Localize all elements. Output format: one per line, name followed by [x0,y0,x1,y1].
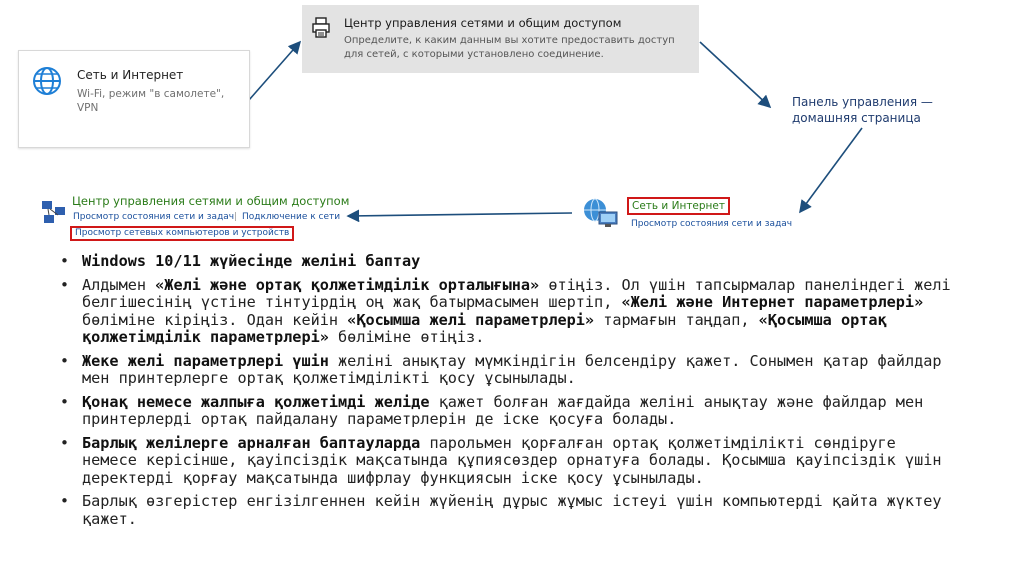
bullet-text: Барлық өзгерістер енгізілгеннен кейін жүйенің дұрыс жұмыс істеуі үшін компьютерді қайта жүктеу қажет. [82,492,942,528]
bullet-text: Алдымен [82,275,156,294]
bullet-item [58,394,958,429]
sharing-center-snippet [38,192,358,242]
globe-icon [31,65,63,97]
connect-to-network-link[interactable]: Подключение к сети [242,212,341,222]
view-status-link[interactable]: Просмотр состояния сети и задач [631,219,793,229]
network-globe-icon [581,196,621,232]
bullet-bold: Қонақ немесе жалпыға қолжетімді желіде [82,392,430,411]
bullet-text: желіні анықтау мүмкіндігін белсендіру қажет. Сонымен қатар файлдар мен принтерлерге ортақ қолжетімділікті қосу ұсынылады. [82,351,942,387]
bullet-text: тармағын таңдап, [594,310,759,329]
arrow-center-to-panel [700,42,770,107]
bullet-item [58,493,958,528]
bullet-text: парольмен қорғалған ортақ қолжетімділікті сөндіруге немесе керісінше, қауіпсіздік мақсатында құпиясөздер орнатуға болады. Қосымша қауіпсіздік үшін деректерді қорғау мақсатында шифрлау функциясын іске қосу ұсынылады. [82,433,942,487]
arrow-panel-to-network [800,128,862,212]
bullet-bold: «Желі және ортақ қолжетімділік орталығына» [155,275,540,294]
bullet-bold: Жеке желі параметрлері үшін [82,351,329,370]
bullet-text: бөліміне өтіңіз. [328,328,485,346]
bullet-bold: «Желі және Интернет параметрлері» [621,293,924,311]
sharing-center-title[interactable]: Центр управления сетями и общим доступом [72,194,350,208]
bullet-text: бөліміне кіріңіз. Одан кейін [82,310,348,329]
bullet-bold: «Қосымша ортақ қолжетімділік параметрлері» [82,310,887,346]
network-card-title: Сеть и Интернет [77,68,184,82]
bullet-text: қажет болған жағдайда желіні анықтау және файлдар мен принтерлерді ортақ пайдалану параметрлерін де іске қосуға болады. [82,392,924,428]
bullet-bold: Барлық желілерге арналған баптауларда [82,433,421,452]
network-sharing-center-card[interactable] [302,5,699,73]
network-computers-icon [40,198,68,226]
control-panel-home-link[interactable]: Панель управления — домашняя страница [792,95,933,125]
arrow-network-to-center [249,42,300,100]
bullet-text: өтіңіз. Ол үшін тапсырмалар панеліндегі желі белгішесінің үстіне тінтуірдің оң жақ батырмасымен шертіп, [82,275,951,311]
network-internet-snippet [581,192,801,238]
bullet-item [58,253,958,271]
network-card-desc: Wi-Fi, режим "в самолете", VPN [77,88,225,114]
view-network-status-link[interactable]: Просмотр состояния сети и задач [73,212,235,222]
bullet-item [58,277,958,347]
arrow-network-to-leftsnip [348,213,572,216]
view-network-computers-link[interactable]: Просмотр сетевых компьютеров и устройств [70,226,294,241]
network-internet-title[interactable]: Сеть и Интернет [627,197,730,215]
network-internet-card[interactable] [18,50,250,148]
bullet-bold: Windows 10/11 жүйесінде желіні баптау [82,252,421,270]
bullet-item [58,435,958,488]
link-separator: | [234,212,238,222]
instructions-list [58,253,958,534]
center-card-desc: Определите, к каким данным вы хотите предоставить доступ для сетей, с которыми установлено соединение. [344,35,675,60]
bullet-item [58,353,958,388]
network-printer-icon [312,17,332,41]
bullet-bold: «Қосымша желі параметрлері» [347,310,595,329]
center-card-title: Центр управления сетями и общим доступом [344,16,622,30]
